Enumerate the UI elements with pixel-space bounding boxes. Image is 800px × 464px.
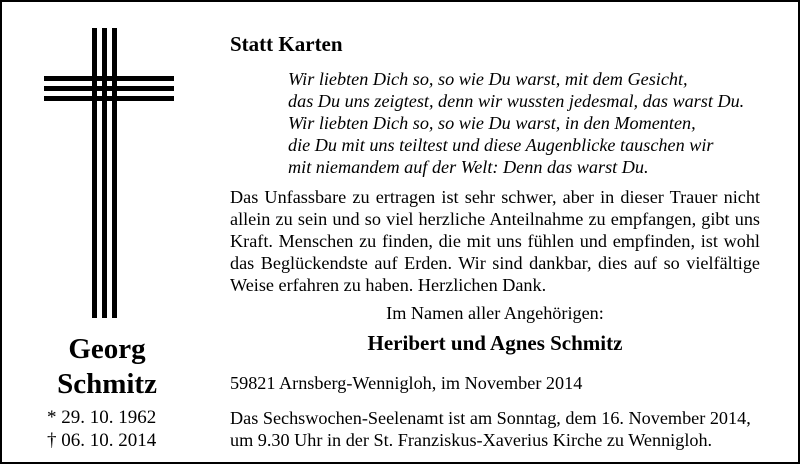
poem (288, 68, 768, 178)
thank-you-text: Das Unfassbare zu ertragen ist sehr schwer, aber in dieser Trauer nicht allein zu sein und so viel herzliche Anteilnahme zu empfangen, gibt uns Kraft. Menschen zu finden, die mit uns fühlen und empfinden, ist wohl das Beglückendste auf Erden. Wir sind dankbar, dies auf so vielfältige Weise erfahren zu haben. Herzlichen Dank. (230, 187, 760, 295)
poem-line: Wir liebten Dich so, so wie Du warst, in den Momenten, (288, 113, 696, 133)
poem-line: mit niemandem auf der Welt: Denn das warst Du. (288, 157, 649, 177)
life-dates (47, 406, 187, 452)
signoff: Im Namen aller Angehörigen: (386, 303, 604, 323)
funeral-line: Das Sechswochen-Seelenamt ist am Sonntag, dem 16. November 2014, (230, 408, 751, 428)
deceased-last-name: Schmitz (57, 368, 157, 400)
death-date: † 06. 10. 2014 (47, 430, 157, 451)
deceased-name (32, 332, 182, 402)
funeral-line: um 9.30 Uhr in der St. Franziskus-Xaverius Kirche zu Wennigloh. (230, 430, 713, 450)
deceased-first-name: Georg (68, 333, 146, 365)
poem-line: Wir liebten Dich so, so wie Du warst, mit dem Gesicht, (288, 69, 688, 89)
cross-icon (44, 28, 174, 318)
poem-line: das Du uns zeigtest, denn wir wussten jedesmal, das warst Du. (288, 91, 745, 111)
heading: Statt Karten (230, 32, 343, 56)
poem-line: die Du mit uns teiltest und diese Augenblicke tauschen wir (288, 135, 714, 155)
funeral-notice (230, 407, 770, 451)
signers: Heribert und Agnes Schmitz (367, 331, 623, 355)
place-date: 59821 Arnsberg-Wennigloh, im November 2014 (230, 373, 583, 393)
birth-date: * 29. 10. 1962 (47, 407, 157, 428)
